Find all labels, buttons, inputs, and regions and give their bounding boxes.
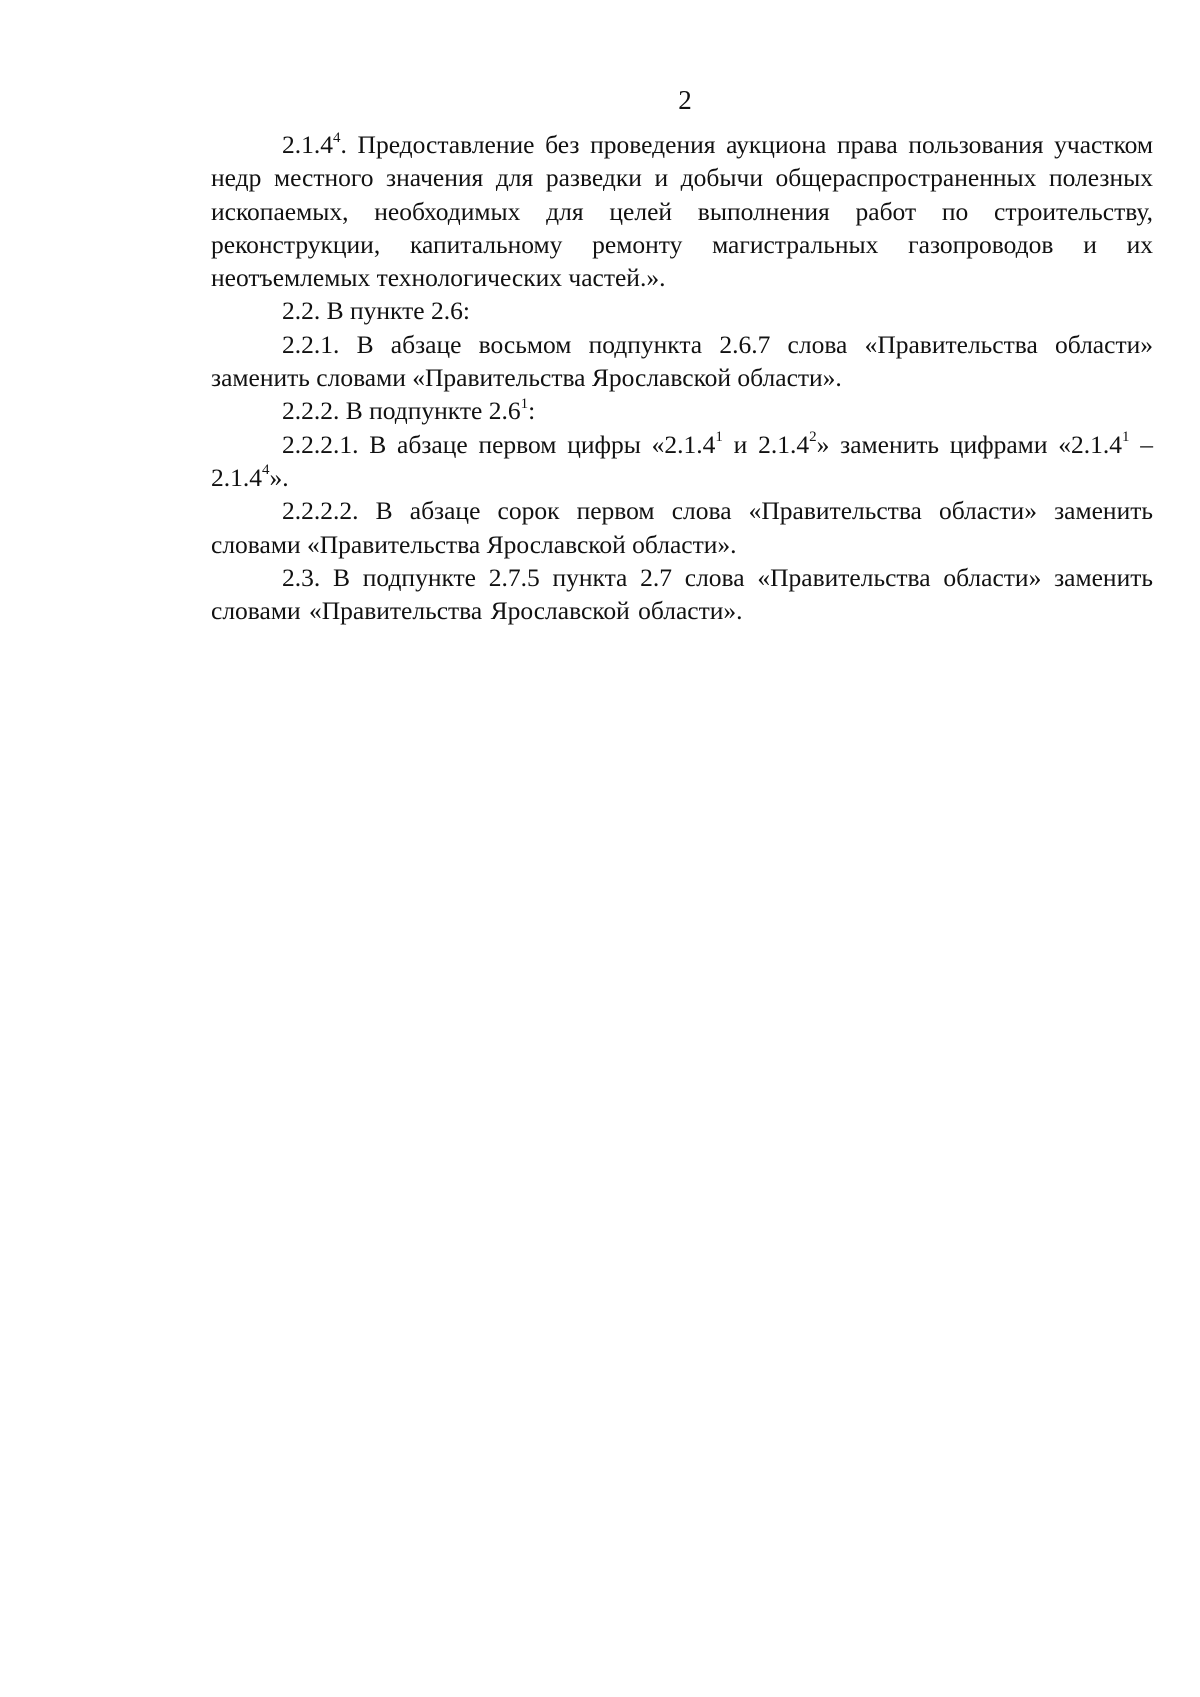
text-run: : [528,396,536,426]
text-run: и 2.1.4 [722,429,810,459]
text-run: 2.3. В подпункте 2.7.5 пункта 2.7 слова «Правительства области» заменить словами «Правительства Ярославской области». [211,562,1153,626]
document-body [211,128,1153,627]
superscript-index: 1 [715,429,723,446]
text-run: 2.2.2. В подпункте 2.6 [282,396,521,426]
paragraph [211,128,1153,294]
text-run: 2.2. В пункте 2.6: [282,296,470,326]
text-run: 2.2.1. В абзаце восьмом подпункта 2.6.7 слова «Правительства области» заменить словами «Правительства Ярославской области». [211,329,1153,393]
text-run: 2.2.2.2. В абзаце сорок первом слова «Правительства области» заменить словами «Правительства Ярославской области». [211,496,1153,559]
paragraph [211,494,1153,561]
superscript-index: 1 [1121,429,1130,446]
paragraph [211,394,1153,427]
superscript-index: 2 [809,429,817,446]
text-run: 2.1.4 [282,130,333,159]
superscript-index: 1 [520,395,529,412]
text-run: 2.2.2.1. В абзаце первом цифры «2.1.4 [282,429,716,459]
superscript-index: 4 [333,129,341,146]
paragraph [211,428,1153,495]
paragraph [211,328,1153,395]
page-number: 2 [678,85,692,115]
paragraph [211,294,1153,327]
text-run: . Предоставление без проведения аукциона права пользования участком недр местного значения для разведки и добычи общераспространенных полезных ископаемых, необходимых для целей выполнения работ по строительству, реконструкции, капитальному ремонту магистральных газопроводов и их неотъемлемых технологических частей.». [211,130,1153,293]
superscript-index: 4 [262,462,270,479]
text-run: – 2.1.4 [211,429,1153,492]
text-run: ». [269,462,289,492]
paragraph [211,561,1153,628]
text-run: » заменить цифрами «2.1.4 [816,429,1122,459]
